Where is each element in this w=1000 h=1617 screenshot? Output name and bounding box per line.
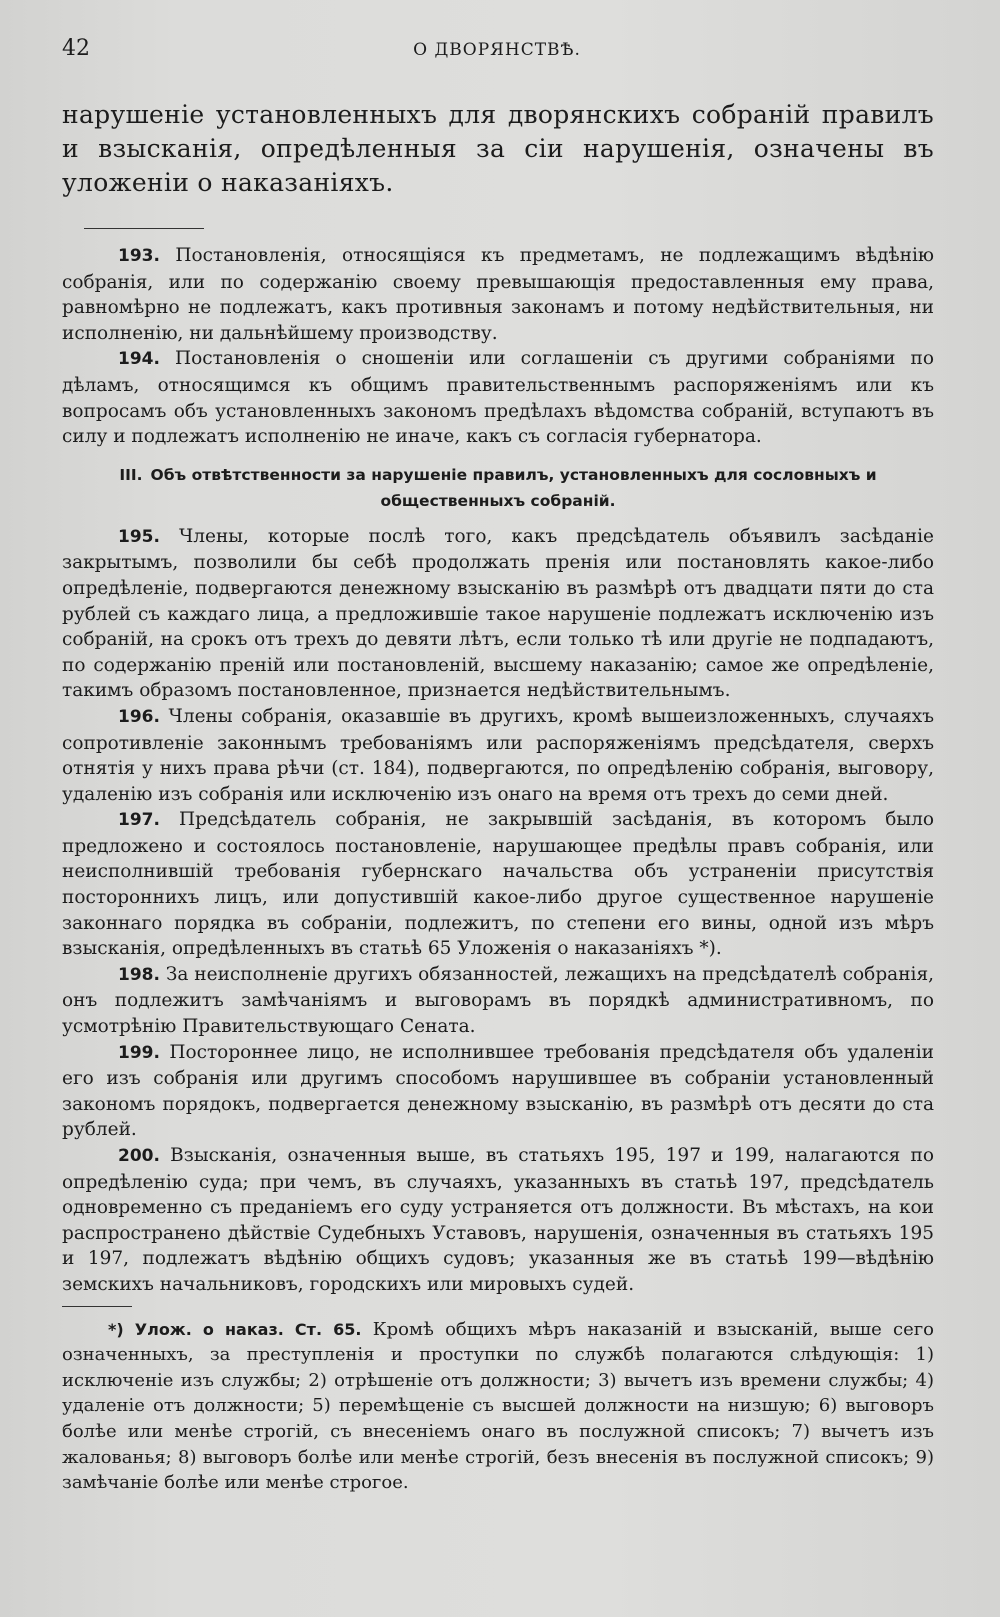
article-text: Члены, которые послѣ того, какъ предсѣдатель объявилъ засѣданіе закрытымъ, позволили бы себѣ продолжать пренія или постановлять какое-либо опредѣленіе, подвергаются денежному взысканію въ размѣрѣ отъ двадцати пяти до ста рублей съ каждаго лица, а предложившіе такое нарушеніе подлежатъ исключенію изъ собраній, на срокъ отъ трехъ до девяти лѣтъ, если только тѣ или другіе не подпадаютъ, по содержанію преній или постановленій, высшему наказанію; самое же опредѣленіе, такимъ образомъ постановленное, признается недѣйствительнымъ. [62,525,934,702]
article-number: 195. [118,526,160,547]
article-number: 197. [118,810,160,831]
article-number: 198. [118,964,160,985]
article-number: 200. [118,1146,160,1166]
article-199 [62,1040,934,1143]
article-text: Предсѣдатель собранія, не закрывшій засѣданія, въ которомъ было предложено и состоялось постановленіе, нарушающее предѣлы правъ собранія, или неисполнившій требованія губернскаго начальства объ устраненіи присутствія постороннихъ лицъ, или допустившій какое-либо другое существенное нарушеніе законнаго порядка въ собраніи, подлежитъ, по степени его вины, одной изъ мѣръ взысканія, опредѣленныхъ въ статьѣ 65 Уложенія о наказаніяхъ *). [62,809,934,960]
article-text: Члены собранія, оказавшіе въ другихъ, кромѣ вышеизложенныхъ, случаяхъ сопротивленіе законнымъ требованіямъ или распоряженіямъ предсѣдателя, сверхъ отнятія у нихъ права рѣчи (ст. 184), подвергаются, по опредѣленію собранія, выговору, удаленію изъ собранія или исключенію изъ онаго на время отъ трехъ до семи дней. [62,705,934,805]
page-content [62,98,934,1496]
footnote-text: Кромѣ общихъ мѣръ наказаній и взысканій, выше сего означенныхъ, за преступленія и проступки по службѣ полагаются слѣдующія: 1) исключеніе изъ службы; 2) отрѣшеніе отъ должности; 3) вычетъ изъ времени службы; 4) удаленіе отъ должности; 5) перемѣщеніе съ высшей должности на низшую; 6) выговоръ болѣе или менѣе строгій, съ внесеніемъ онаго въ послужной списокъ; 7) вычетъ изъ жалованья; 8) выговоръ болѣе или менѣе строгій, безъ внесенія въ послужной списокъ; 9) замѣчаніе болѣе или менѣе строгое. [62,1318,935,1494]
lead-paragraph: нарушеніе установленныхъ для дворянскихъ собраній правилъ и взысканія, опредѣленныя за сіи нарушенія, означены въ уложеніи о наказаніяхъ. [62,100,934,197]
article-text: Постановленія, относящіяся къ предметамъ, не подлежащимъ вѣдѣнію собранія, или по содержанію своему превышающія предоставленныя ему права, равномѣрно не подлежатъ, какъ противныя законамъ и потому недѣйствительныя, ни исполненію, ни дальнѣйшему производству. [62,245,934,344]
article-194 [62,346,934,449]
separator-rule [84,228,204,229]
article-195 [62,524,934,704]
page-number: 42 [62,36,90,61]
running-title: О ДВОРЯНСТВѢ. [413,40,581,60]
article-200 [62,1143,934,1298]
article-number: 199. [118,1042,160,1063]
section-numeral: III. [119,465,143,484]
article-text: Постановленія о сношеніи или соглашеніи съ другими собраніями по дѣламъ, относящимся къ общимъ правительственнымъ распоряженіямъ или къ вопросамъ объ установленныхъ закономъ предѣлахъ вѣдомства собраній, вступаютъ въ силу и подлежатъ исполненію не иначе, какъ съ согласія губернатора. [62,348,934,448]
section-heading [62,462,934,514]
article-text: Постороннее лицо, не исполнившее требованія предсѣдателя объ удаленіи его изъ собранія или другимъ способомъ нарушившее въ собраніи установленный закономъ порядокъ, подвергается денежному взысканію, въ размѣрѣ отъ десяти до ста рублей. [62,1041,934,1141]
article-193 [62,243,934,346]
article-number: 196. [118,706,160,727]
footnote-rule [62,1306,132,1307]
article-number: 193. [118,246,160,266]
article-196 [62,704,934,807]
footnote [62,1317,934,1496]
article-text: За неисполненіе другихъ обязанностей, лежащихъ на предсѣдателѣ собранія, онъ подлежитъ замѣчаніямъ и выговорамъ въ порядкѣ административномъ, по усмотрѣнію Правительствующаго Сената. [62,963,934,1038]
footnote-reference: *) Улож. о наказ. Ст. 65. [108,1319,362,1339]
article-number: 194. [118,349,160,370]
section-title: Объ отвѣтственности за нарушеніе правилъ, установленныхъ для сословныхъ и общественныхъ собраній. [150,465,877,510]
article-197 [62,807,934,962]
article-198 [62,962,934,1040]
article-text: Взысканія, означенныя выше, въ статьяхъ 195, 197 и 199, налагаются по опредѣленію суда; при чемъ, въ случаяхъ, указанныхъ въ статьѣ 197, предсѣдатель одновременно съ преданіемъ его суду устраняется отъ должности. Въ мѣстахъ, на кои распространено дѣйствіе Судебныхъ Уставовъ, нарушенія, означенныя въ статьяхъ 195 и 197, подлежатъ вѣдѣнію общихъ судовъ; указанныя же въ статьѣ 199—вѣдѣнію земскихъ начальниковъ, городскихъ или мировыхъ судей. [62,1145,934,1295]
page-header [62,36,932,64]
